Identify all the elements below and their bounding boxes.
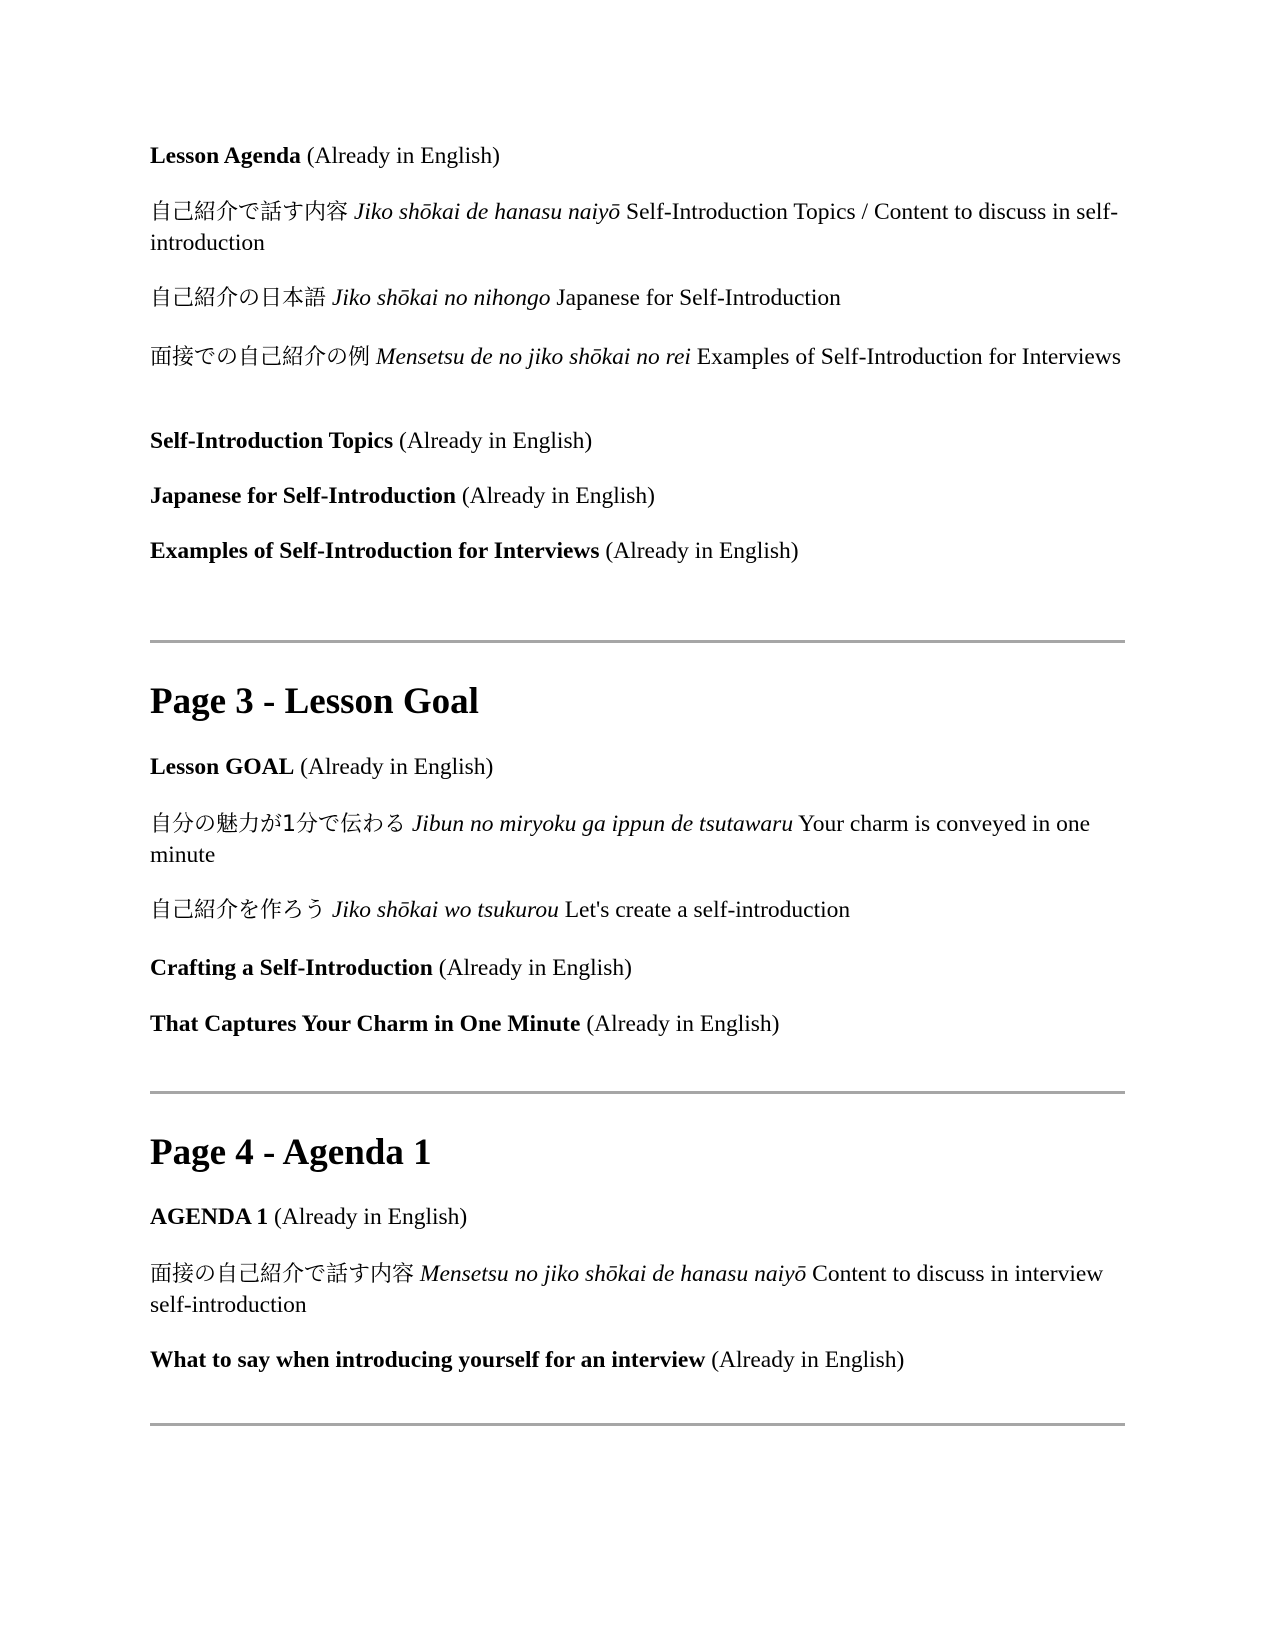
english-text: Let's create a self-introduction <box>564 897 851 923</box>
japanese-text: 自己紹介を作ろう <box>150 898 327 923</box>
japanese-text: 自分の魅力が1分で伝わる <box>150 812 406 837</box>
bold-term: Lesson GOAL <box>150 754 295 780</box>
bold-term: Japanese for Self-Introduction <box>150 483 456 509</box>
agenda-item <box>150 342 1130 373</box>
note-text: (Already in English) <box>586 1011 780 1037</box>
agenda-item <box>150 283 1130 314</box>
bold-term: That Captures Your Charm in One Minute <box>150 1011 581 1037</box>
bold-term: Examples of Self-Introduction for Interviews <box>150 538 600 564</box>
goal-item <box>150 895 1130 926</box>
note-text: (Already in English) <box>274 1204 468 1230</box>
agenda-item <box>150 197 1130 259</box>
goal-item <box>150 809 1130 871</box>
agenda-1-line <box>150 1345 1130 1376</box>
english-text: Your charm is conveyed in one minute <box>150 811 1091 868</box>
romaji-text: Jiko shōkai wo tsukurou <box>331 897 559 923</box>
english-text: Japanese for Self-Introduction <box>556 285 841 311</box>
romaji-text: Jibun no miryoku ga ippun de tsutawaru <box>411 811 794 837</box>
bold-term: AGENDA 1 <box>150 1204 269 1230</box>
goal-line <box>150 752 1130 783</box>
romaji-text: Jiko shōkai no nihongo <box>331 285 551 311</box>
agenda-line <box>150 141 1130 172</box>
note-text: (Already in English) <box>711 1347 905 1373</box>
agenda-line <box>150 536 1130 567</box>
page-4-heading: Page 4 - Agenda 1 <box>150 1132 432 1173</box>
english-text: Examples of Self-Introduction for Interviews <box>696 344 1121 370</box>
japanese-text: 自己紹介の日本語 <box>150 286 327 311</box>
section-divider <box>150 1423 1125 1426</box>
section-divider <box>150 640 1125 643</box>
japanese-text: 自己紹介で話す内容 <box>150 200 349 225</box>
english-text: Self-Introduction Topics / Content to discuss in self-introduction <box>150 199 1119 256</box>
section-divider <box>150 1091 1125 1094</box>
page-3-heading: Page 3 - Lesson Goal <box>150 681 479 722</box>
note-text: (Already in English) <box>300 754 494 780</box>
romaji-text: Jiko shōkai de hanasu naiyō <box>353 199 621 225</box>
note-text: (Already in English) <box>438 955 632 981</box>
note-text: (Already in English) <box>461 483 656 509</box>
bold-term: What to say when introducing yourself for an interview <box>150 1347 706 1373</box>
note-text: (Already in English) <box>306 143 500 169</box>
japanese-text: 面接での自己紹介の例 <box>150 345 371 370</box>
agenda-line <box>150 426 1130 457</box>
romaji-text: Mensetsu de no jiko shōkai no rei <box>375 344 691 370</box>
goal-line <box>150 953 1130 984</box>
note-text: (Already in English) <box>399 428 593 454</box>
japanese-text: 面接の自己紹介で話す内容 <box>150 1262 415 1287</box>
agenda-1-item <box>150 1259 1130 1321</box>
goal-line <box>150 1009 1130 1040</box>
agenda-1-line <box>150 1202 1130 1233</box>
bold-term: Self-Introduction Topics <box>150 428 394 454</box>
english-text: Content to discuss in interview self-introduction <box>150 1261 1104 1318</box>
agenda-line <box>150 481 1130 512</box>
romaji-text: Mensetsu no jiko shōkai de hanasu naiyō <box>419 1261 807 1287</box>
note-text: (Already in English) <box>605 538 799 564</box>
bold-term: Lesson Agenda <box>150 143 301 169</box>
bold-term: Crafting a Self-Introduction <box>150 955 433 981</box>
